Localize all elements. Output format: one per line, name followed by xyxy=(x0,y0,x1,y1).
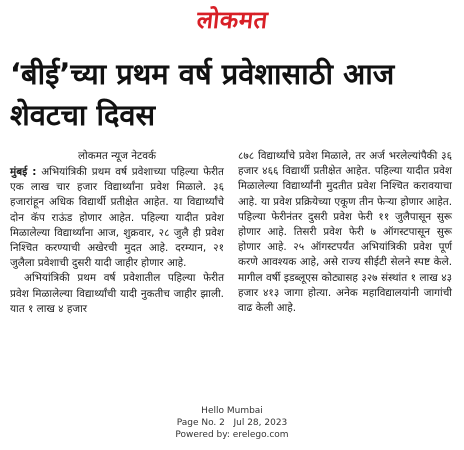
article-paragraph: अभियांत्रिकी प्रथम वर्ष प्रवेशातील पहिल्या फेरीत प्रवेश मिळालेल्या विद्यार्थ्यांची यादी नुकतीच जाहीर झाली. यात १ लाख ४ हजार xyxy=(10,272,224,315)
page-footer xyxy=(0,405,464,441)
article-column-2 xyxy=(238,149,452,391)
lokmat-logo: लोकमत xyxy=(195,6,269,34)
edition-name: Hello Mumbai xyxy=(201,406,263,416)
headline: ‘बीई’च्या प्रथम वर्ष प्रवेशासाठी आज शेवटचा दिवस xyxy=(10,57,395,132)
article-paragraph-text: अभियांत्रिकी प्रथम वर्ष प्रवेशाच्या पहिल्या फेरीत एक लाख चार हजार विद्यार्थ्यांना प्रवेश मिळाले. ३६ हजारांहून अधिक विद्यार्थी प्रतीक्षेत आहेत. या विद्यार्थ्यांचे दोन कॅप राऊंड होणार आहेत. पहिल्या यादीत प्रवेश मिळालेल्या विद्यार्थ्यांना आज, शुक्रवार, २८ जुलै ही प्रवेश निश्चित करण्याची अखेरची मुदत आहे. दरम्यान, २१ जुलैला प्रवेशाची दुसरी यादी जाहीर होणार आहे. xyxy=(10,166,224,270)
publication-date: Jul 28, 2023 xyxy=(233,418,288,428)
article-column-1 xyxy=(10,149,224,391)
powered-by: Powered by: erelego.com xyxy=(175,430,289,440)
dateline: मुंबई : xyxy=(10,166,37,178)
byline: लोकमत न्यूज नेटवर्क xyxy=(77,150,157,162)
page-info xyxy=(0,417,464,429)
article-paragraph: ८७८ विद्यार्थ्यांचे प्रवेश मिळाले, तर अर्ज भरलेल्यांपैकी ३६ हजार ४६६ विद्यार्थी प्रतीक्षेत आहेत. पहिल्या यादीत प्रवेश मिळालेल्या विद्यार्थ्यांनी मुदतीत प्रवेश निश्चित करावयाचा आहे. या प्रवेश प्रक्रियेच्या एकूण तीन फेऱ्या होणार आहेत. पहिल्या फेरीनंतर दुसरी प्रवेश फेरी ११ जुलैपासून सुरू होणार आहे. तिसरी प्रवेश फेरी ७ ऑगस्टपासून सुरू होणार आहे. २५ ऑगस्टपर्यंत अभियांत्रिकी प्रवेश पूर्ण करणे आवश्यक आहे, असे राज्य सीईटी सेलने स्पष्ट केले. मागील वर्षी इडब्लूएस कोट्यासह ३२७ संस्थांत १ लाख ४३ हजार ४१३ जागा होत्या. अनेक महाविद्यालयांनी जागांची वाढ केली आहे. xyxy=(238,150,452,315)
page-number: Page No. 2 xyxy=(176,418,225,428)
article-body xyxy=(10,149,452,391)
article-paragraph xyxy=(10,165,224,271)
masthead xyxy=(0,4,464,40)
